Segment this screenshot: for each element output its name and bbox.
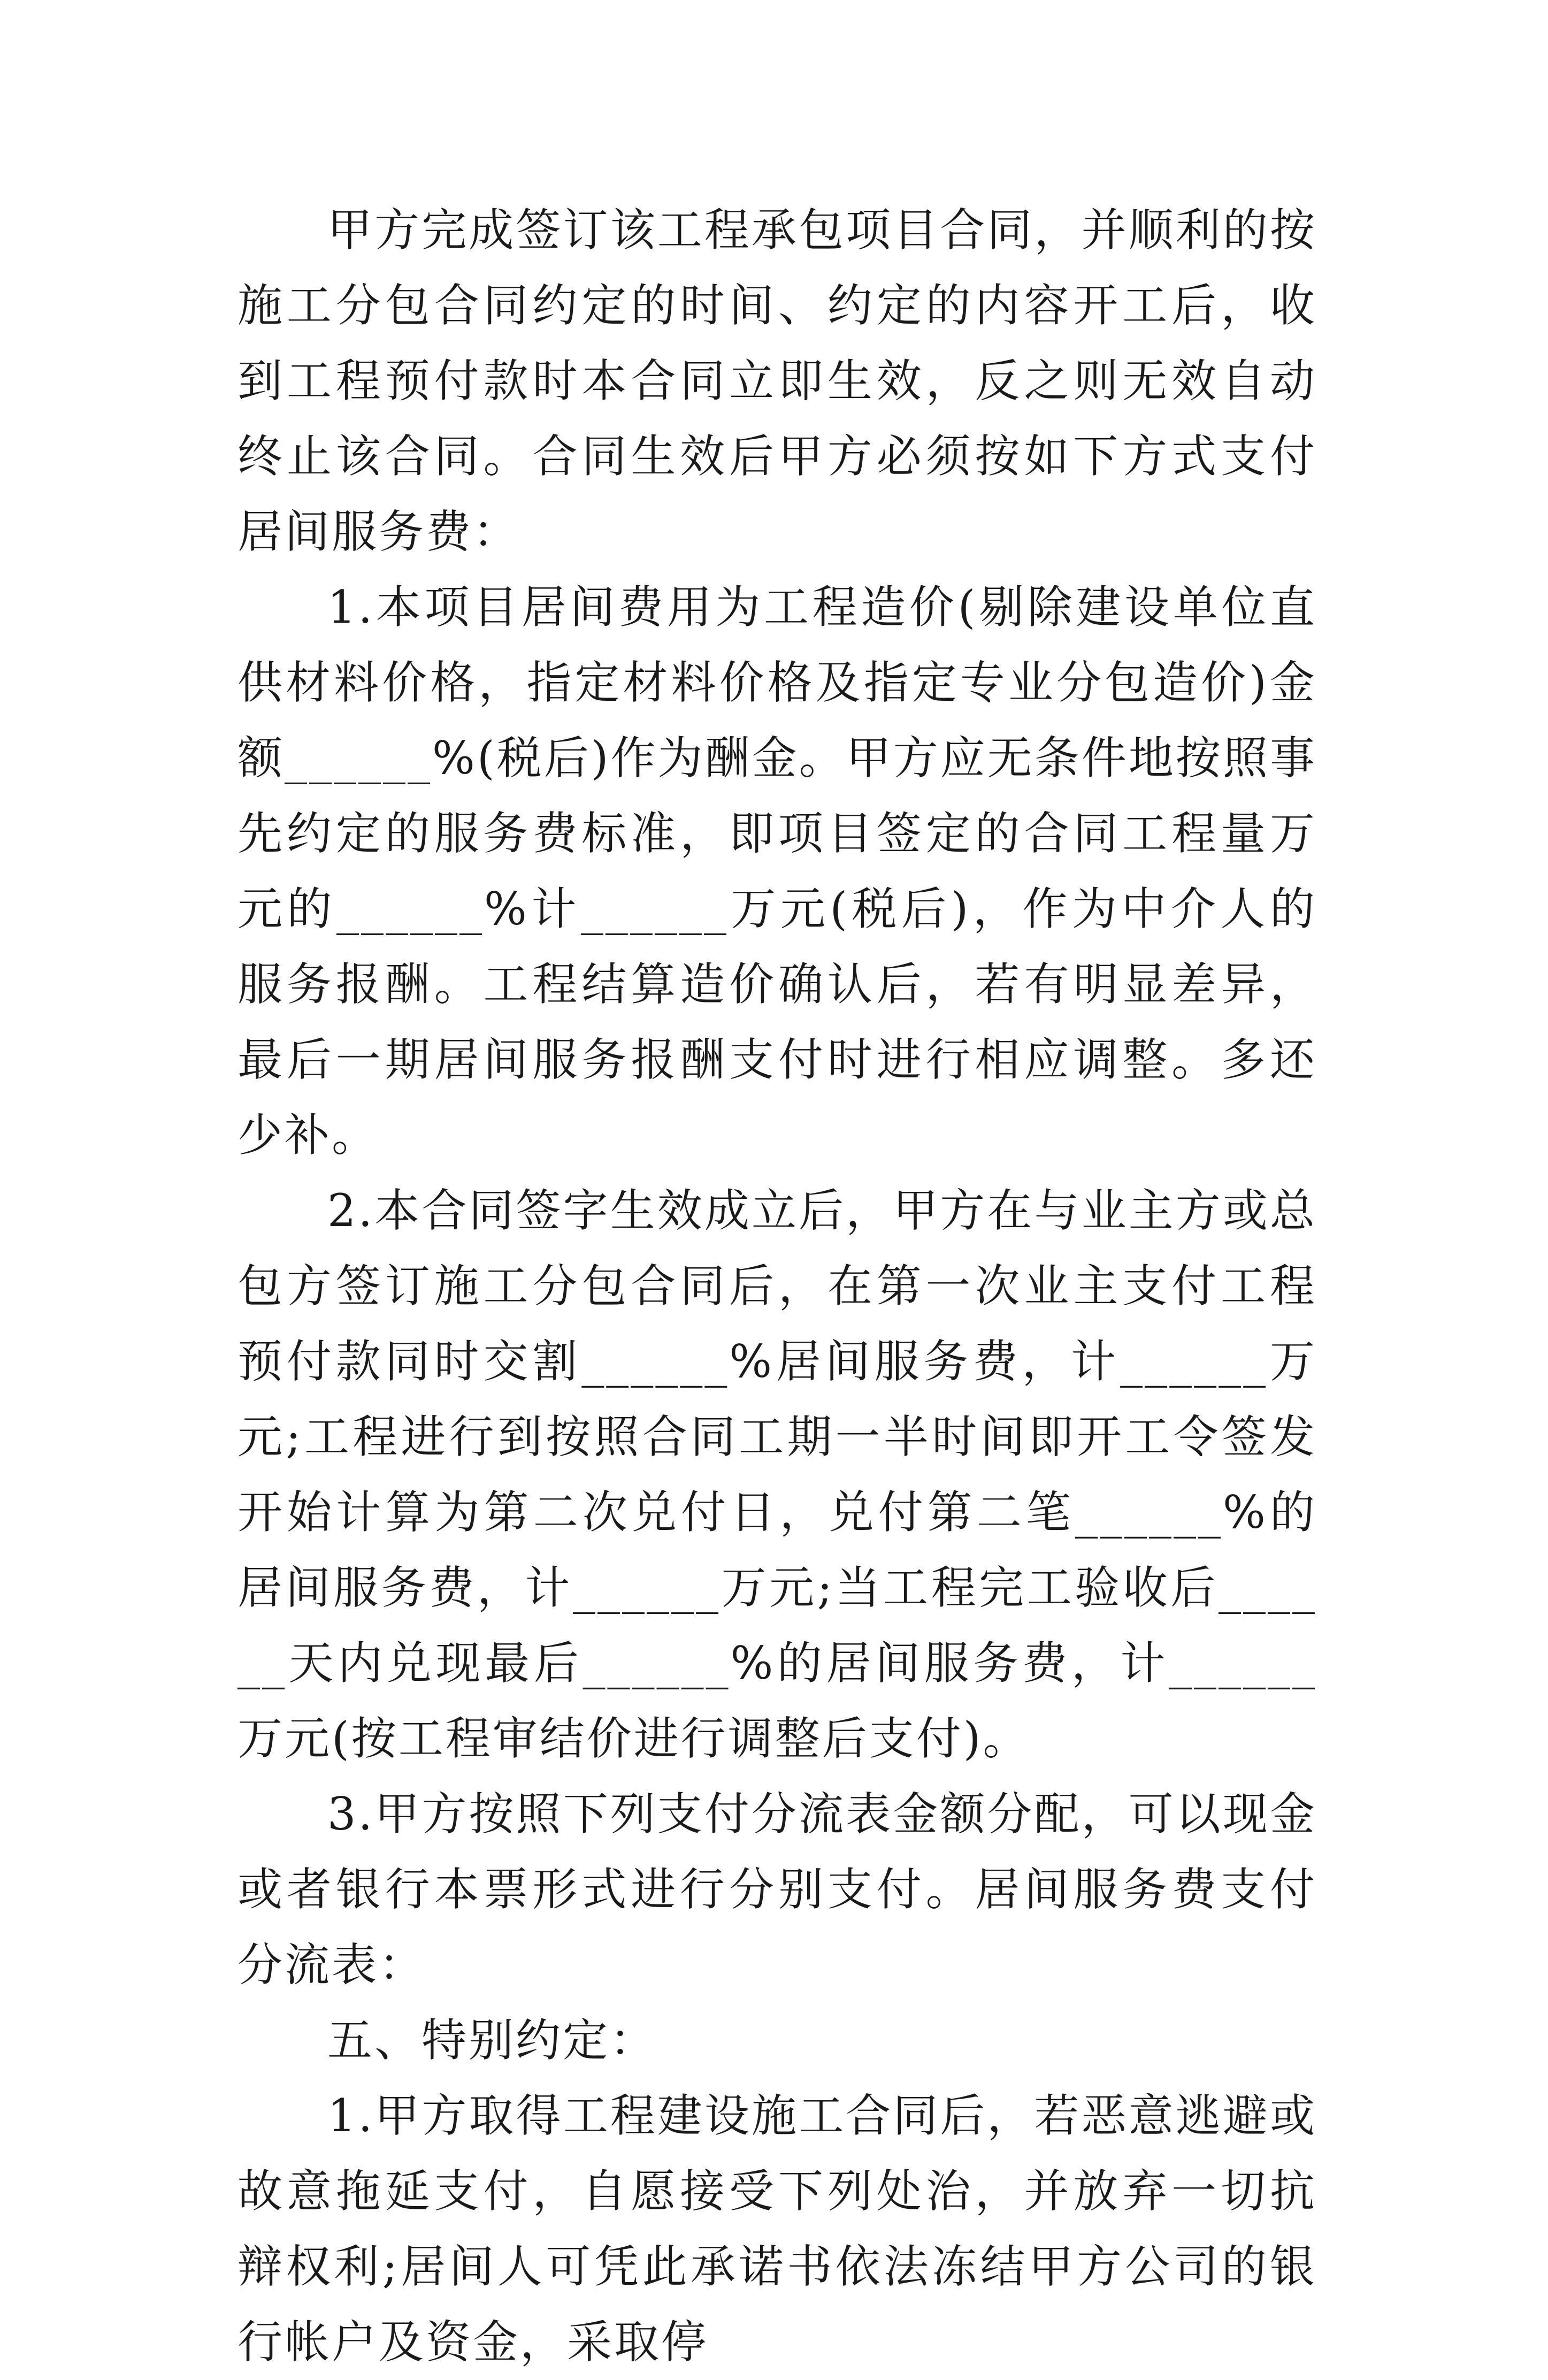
paragraph-clause-2: 2.本合同签字生效成立后，甲方在与业主方或总包方签订施工分包合同后，在第一次业主支付工程预付款同时交割______%居间服务费，计______万元;工程进行到按照合同工期一半时间即开工令签发开始计算为第二次兑付日，兑付第二笔______%的居间服务费，计______万元;当工程完工验收后______天内兑现最后______%的居间服务费，计______万元(按工程审结价进行调整后支付)。 — [237, 1184, 1317, 1765]
paragraph-clause-3: 3.甲方按照下列支付分流表金额分配，可以现金或者银行本票形式进行分别支付。居间服务费支付分流表： — [237, 1788, 1317, 1991]
document-body — [237, 193, 1317, 2380]
paragraph-special-clause-1: 1.甲方取得工程建设施工合同后，若恶意逃避或故意拖延支付，自愿接受下列处治，并放弃一切抗辩权利;居间人可凭此承诺书依法冻结甲方公司的银行帐户及资金，采取停 — [237, 2090, 1317, 2368]
paragraph-clause-1: 1.本项目居间费用为工程造价(剔除建设单位直供材料价格，指定材料价格及指定专业分包造价)金额______%(税后)作为酬金。甲方应无条件地按照事先约定的服务费标准，即项目签定的合同工程量万元的______%计______万元(税后)，作为中介人的服务报酬。工程结算造价确认后，若有明显差异，最后一期居间服务报酬支付时进行相应调整。多还少补。 — [237, 581, 1317, 1161]
section-heading-special-terms: 五、特别约定： — [327, 2014, 657, 2067]
paragraph-intro: 甲方完成签订该工程承包项目合同，并顺利的按施工分包合同约定的时间、约定的内容开工后，收到工程预付款时本合同立即生效，反之则无效自动终止该合同。合同生效后甲方必须按如下方式支付居间服务费： — [237, 204, 1317, 558]
